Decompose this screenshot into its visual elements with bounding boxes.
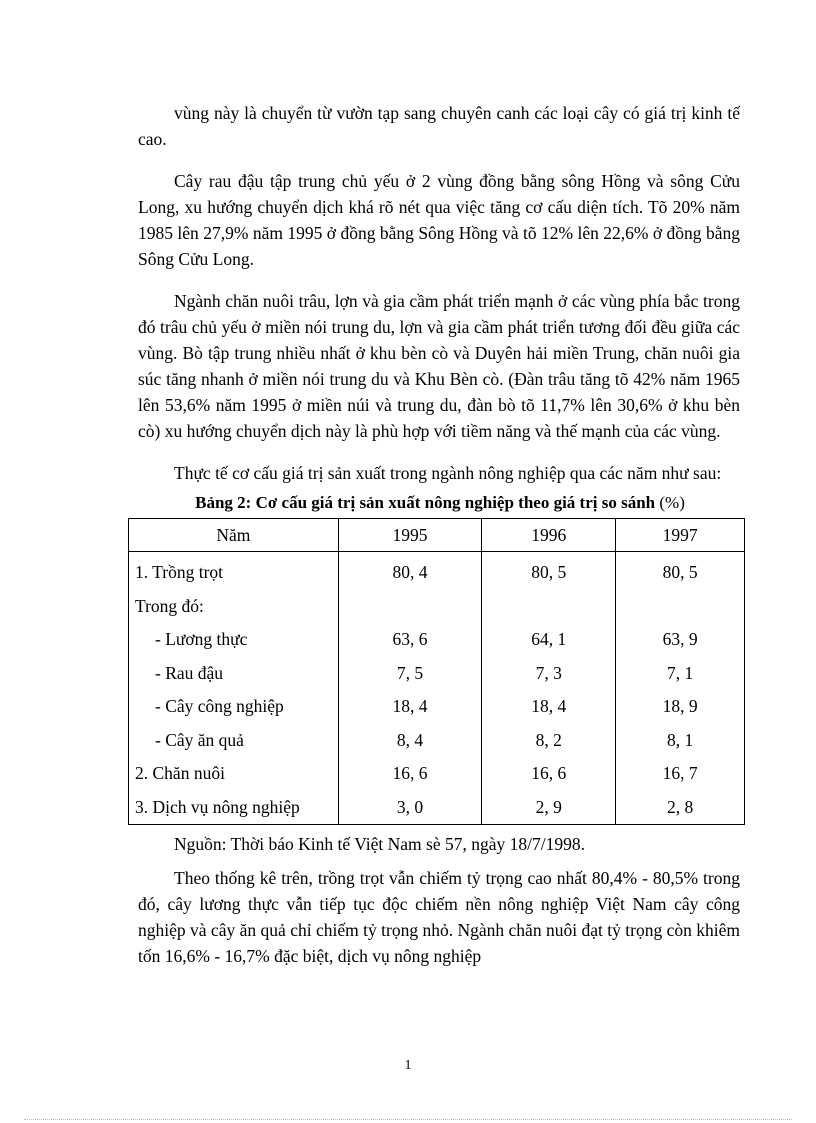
cell-1996: 80, 5 bbox=[482, 552, 616, 590]
paragraph-4: Thực tế cơ cấu giá trị sản xuất trong ngành nông nghiệp qua các năm như sau: bbox=[174, 463, 722, 483]
row-label: Trong đó: bbox=[129, 590, 339, 624]
table-row bbox=[129, 791, 745, 825]
table-row bbox=[129, 623, 745, 657]
row-label: - Cây ăn quả bbox=[129, 724, 339, 758]
cell-1997: 80, 5 bbox=[616, 552, 745, 590]
cell-1997 bbox=[616, 590, 745, 624]
cell-1995: 18, 4 bbox=[338, 690, 482, 724]
row-label: 3. Dịch vụ nông nghiệp bbox=[129, 791, 339, 825]
cell-1995: 63, 6 bbox=[338, 623, 482, 657]
table-body bbox=[129, 519, 745, 825]
table-row bbox=[129, 552, 745, 590]
table-row bbox=[129, 690, 745, 724]
page-number: 1 bbox=[404, 1058, 412, 1073]
cell-1997: 7, 1 bbox=[616, 657, 745, 691]
table-source: Nguồn: Thời báo Kinh tế Việt Nam sè 57, ngày 18/7/1998. bbox=[174, 834, 585, 854]
table-unit: (%) bbox=[659, 493, 685, 512]
table-header-row bbox=[129, 519, 745, 552]
table-title-text: Bảng 2: Cơ cấu giá trị sản xuất nông nghiệp theo giá trị so sánh bbox=[195, 493, 656, 512]
header-year: Năm bbox=[129, 519, 339, 552]
cell-1995: 3, 0 bbox=[338, 791, 482, 825]
cell-1997: 18, 9 bbox=[616, 690, 745, 724]
paragraph-2: Cây rau đậu tập trung chủ yếu ở 2 vùng đồng bằng sông Hồng và sông Cửu Long, xu hướng chuyển dịch khá rõ nét qua việc tăng cơ cấu diện tích. Tõ 20% năm 1985 lên 27,9% năm 1995 ở đồng bằng Sông Hồng và tõ 12% lên 22,6% ở đồng bằng Sông Cửu Long. bbox=[138, 171, 740, 269]
row-label: 2. Chăn nuôi bbox=[129, 757, 339, 791]
cell-1997: 2, 8 bbox=[616, 791, 745, 825]
paragraph-1: vùng này là chuyển từ vườn tạp sang chuyên canh các loại cây có giá trị kinh tế cao. bbox=[138, 103, 740, 149]
row-label: 1. Trồng trọt bbox=[129, 552, 339, 590]
production-structure-table bbox=[128, 518, 745, 825]
cell-1996 bbox=[482, 590, 616, 624]
cell-1997: 8, 1 bbox=[616, 724, 745, 758]
cell-1996: 16, 6 bbox=[482, 757, 616, 791]
row-label: - Cây công nghiệp bbox=[129, 690, 339, 724]
cell-1996: 8, 2 bbox=[482, 724, 616, 758]
cell-1996: 7, 3 bbox=[482, 657, 616, 691]
page-content bbox=[135, 100, 740, 969]
cell-1995: 16, 6 bbox=[338, 757, 482, 791]
table-row bbox=[129, 657, 745, 691]
cell-1995: 7, 5 bbox=[338, 657, 482, 691]
table-row bbox=[129, 724, 745, 758]
paragraph-3: Ngành chăn nuôi trâu, lợn và gia cầm phát triển mạnh ở các vùng phía bắc trong đó trâu chủ yếu ở miền nói trung du, lợn và gia cầm phát triển tương đối đều giữa các vùng. Bò tập trung nhiều nhất ở khu bèn cò và Duyên hải miền Trung, chăn nuôi gia súc tăng nhanh ở miền nói trung du và Khu Bèn cò. (Đàn trâu tăng tõ 42% năm 1965 lên 53,6% năm 1995 ở miền núi và trung du, đàn bò tõ 11,7% lên 30,6% ở khu bèn cò) xu hướng chuyển dịch này là phù hợp với tiềm năng và thế mạnh của các vùng. bbox=[138, 291, 740, 441]
header-1996: 1996 bbox=[482, 519, 616, 552]
row-label: - Lương thực bbox=[129, 623, 339, 657]
row-label: - Rau đậu bbox=[129, 657, 339, 691]
cell-1995: 8, 4 bbox=[338, 724, 482, 758]
cell-1995 bbox=[338, 590, 482, 624]
page-bottom-divider bbox=[24, 1119, 792, 1120]
header-1995: 1995 bbox=[338, 519, 482, 552]
table-title bbox=[120, 492, 760, 514]
closing-paragraph: Theo thống kê trên, trồng trọt vẫn chiếm tỷ trọng cao nhất 80,4% - 80,5% trong đó, cây lương thực vẫn tiếp tục độc chiếm nền nông nghiệp Việt Nam cây công nghiệp và cây ăn quả chỉ chiếm tỷ trọng nhỏ. Ngành chăn nuôi đạt tỷ trọng còn khiêm tốn 16,6% - 16,7% đặc biệt, dịch vụ nông nghiệp bbox=[138, 868, 740, 966]
cell-1995: 80, 4 bbox=[338, 552, 482, 590]
cell-1997: 63, 9 bbox=[616, 623, 745, 657]
cell-1996: 18, 4 bbox=[482, 690, 616, 724]
table-row bbox=[129, 757, 745, 791]
header-1997: 1997 bbox=[616, 519, 745, 552]
cell-1996: 64, 1 bbox=[482, 623, 616, 657]
cell-1997: 16, 7 bbox=[616, 757, 745, 791]
cell-1996: 2, 9 bbox=[482, 791, 616, 825]
table-row bbox=[129, 590, 745, 624]
